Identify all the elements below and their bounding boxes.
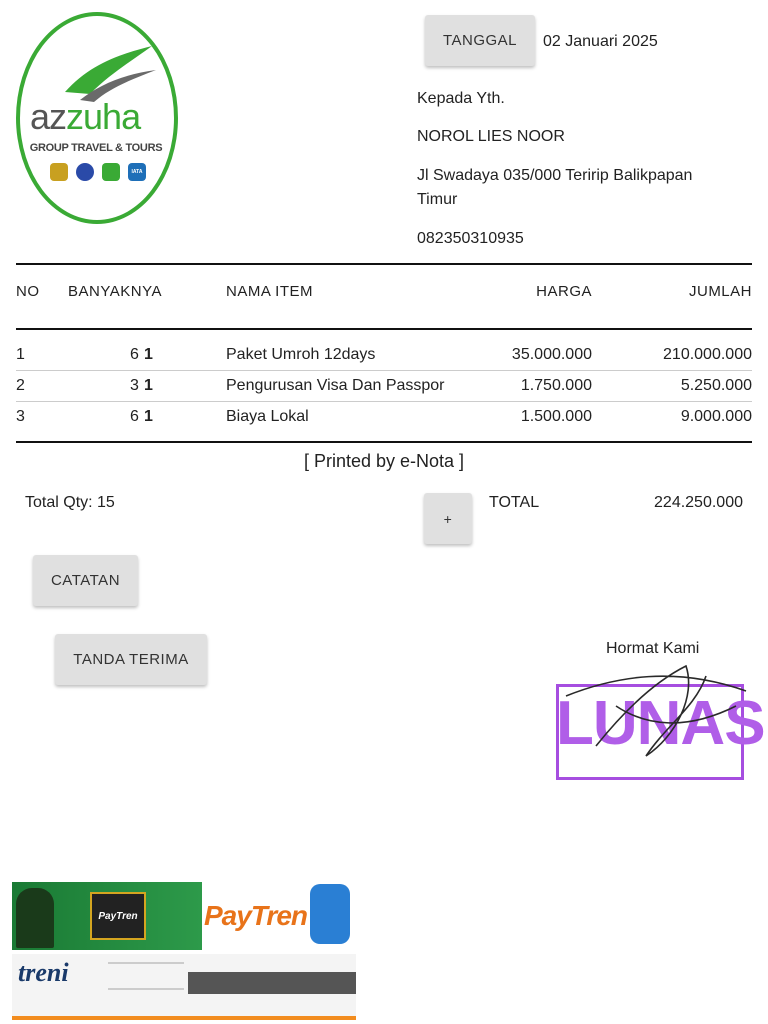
banner-logo: treni [18, 958, 69, 987]
row-no: 2 [16, 377, 25, 394]
table-top-rule [16, 263, 752, 265]
customer-address-line2: Timur [417, 191, 458, 208]
row-price: 35.000.000 [511, 346, 592, 363]
table-row [0, 406, 768, 432]
col-header-qty: BANYAKNYA [68, 283, 162, 300]
row-qty: 6 [130, 408, 139, 425]
banner-brand: PayTren [204, 900, 307, 931]
kaaba-icon [90, 892, 146, 940]
row-divider [16, 401, 752, 402]
logo-subtitle: GROUP TRAVEL & TOURS [29, 142, 163, 154]
row-unit: 1 [144, 408, 153, 425]
receipt-button[interactable]: TANDA TERIMA [55, 634, 207, 685]
banner-address-lines [108, 962, 184, 990]
regards-label: Hormat Kami [606, 640, 700, 657]
total-value: 224.250.000 [654, 494, 743, 511]
row-total: 5.250.000 [680, 377, 752, 394]
row-total: 9.000.000 [680, 408, 752, 425]
customer-address-line1: Jl Swadaya 035/000 Teririp Balikpapan [417, 167, 693, 184]
row-item: Biaya Lokal [226, 408, 309, 425]
total-qty: Total Qty: 15 [25, 494, 115, 511]
row-item: Pengurusan Visa Dan Passpor [226, 377, 445, 394]
row-divider [16, 370, 752, 371]
logo-badges [50, 160, 146, 184]
table-bottom-rule [16, 441, 752, 443]
banner-person-icon [16, 888, 54, 948]
row-no: 3 [16, 408, 25, 425]
row-unit: 1 [144, 346, 153, 363]
iata-badge-text: IATA [131, 169, 143, 175]
total-label: TOTAL [489, 494, 540, 511]
logo-brand-prefix: az [30, 96, 67, 137]
kaaba-badge-text: PayTren [98, 910, 138, 922]
paid-stamp-text: LUNAS [556, 689, 765, 758]
promo-banner[interactable] [12, 878, 356, 1024]
invoice-date: 02 Januari 2025 [543, 33, 658, 50]
printed-by-label: [ Printed by e-Nota ] [303, 451, 465, 471]
logo-brand-name [30, 96, 162, 138]
accreditation-badge-icon [102, 163, 120, 181]
row-unit: 1 [144, 377, 153, 394]
row-no: 1 [16, 346, 25, 363]
notes-button[interactable]: CATATAN [33, 555, 138, 606]
kemenag-badge-icon [50, 163, 68, 181]
banner-social-bar [188, 972, 356, 994]
row-qty: 3 [130, 377, 139, 394]
col-header-total: JUMLAH [688, 283, 752, 300]
customer-phone: 082350310935 [417, 230, 524, 247]
logo-swoosh-icon [60, 44, 160, 104]
table-row [0, 344, 768, 370]
col-header-price: HARGA [536, 283, 592, 300]
col-header-item: NAMA ITEM [226, 283, 314, 300]
add-item-button[interactable]: + [424, 493, 472, 544]
row-price: 1.750.000 [520, 377, 592, 394]
row-qty: 6 [130, 346, 139, 363]
col-header-no: NO [16, 283, 40, 300]
table-row [0, 375, 768, 401]
row-total: 210.000.000 [663, 346, 752, 363]
salutation: Kepada Yth. [417, 90, 505, 107]
iata-badge-icon [128, 163, 146, 181]
table-header-rule [16, 328, 752, 330]
asita-badge-icon [76, 163, 94, 181]
row-item: Paket Umroh 12days [226, 346, 376, 363]
customer-name: NOROL LIES NOOR [417, 128, 565, 145]
row-price: 1.500.000 [520, 408, 592, 425]
signature-scribble-icon [556, 636, 765, 786]
logo-brand-suffix: zuha [66, 96, 141, 137]
date-button[interactable]: TANGGAL [425, 15, 535, 66]
mascot-icon [310, 884, 350, 944]
banner-orange-stripe [12, 1016, 356, 1020]
